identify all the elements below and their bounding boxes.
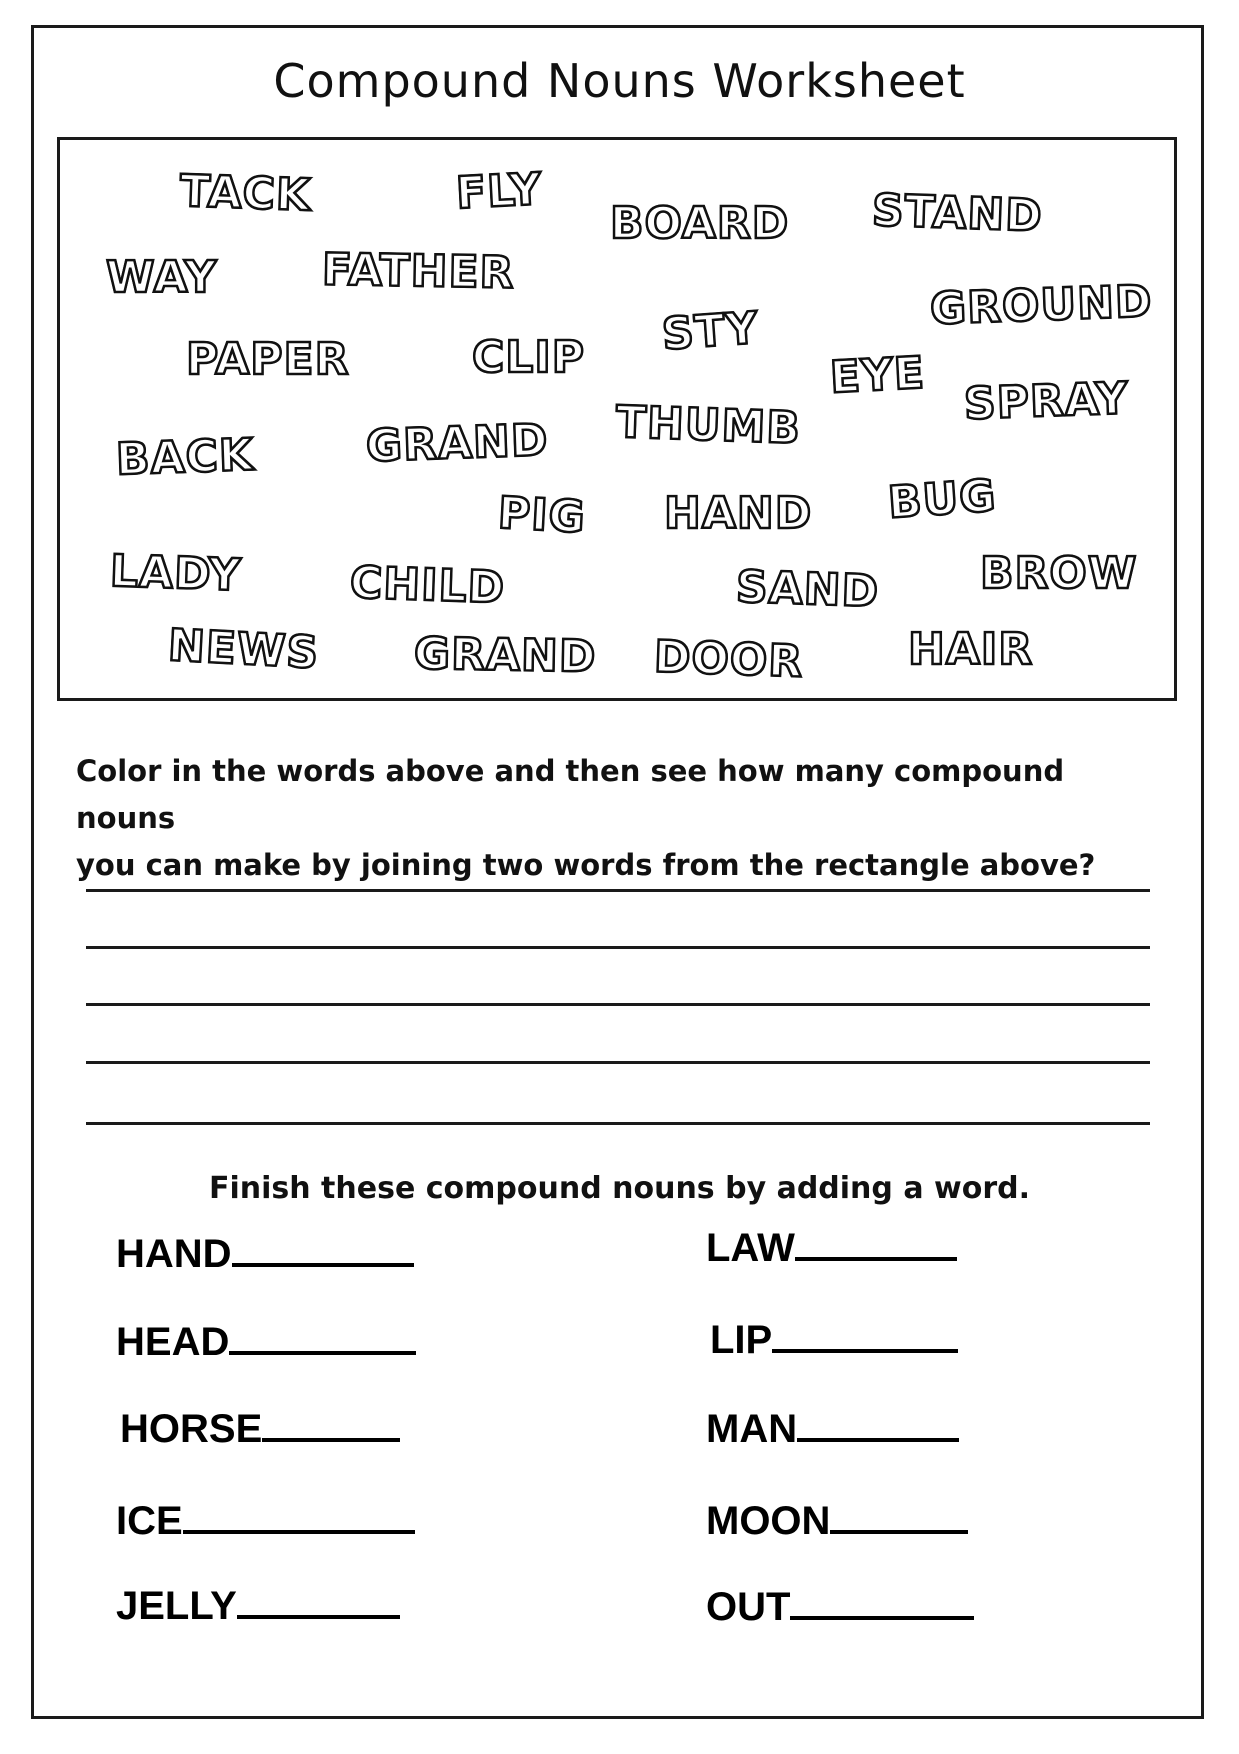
word-bank-item[interactable]: SAND: [735, 561, 880, 618]
instructions: [76, 748, 1156, 889]
compound-prompt[interactable]: [116, 1584, 400, 1629]
answer-line[interactable]: [86, 1122, 1150, 1125]
blank-line[interactable]: [229, 1321, 416, 1355]
prompt-word: JELLY: [116, 1584, 237, 1628]
word-bank-item[interactable]: GRAND: [413, 628, 597, 683]
word-bank-item[interactable]: STAND: [871, 185, 1044, 242]
answer-line[interactable]: [86, 889, 1150, 892]
compound-prompt[interactable]: [710, 1318, 958, 1363]
blank-line[interactable]: [237, 1585, 400, 1619]
finish-section-title: Finish these compound nouns by adding a word.: [208, 1171, 1031, 1206]
instructions-line: Color in the words above and then see how many compound nouns: [76, 754, 1065, 835]
word-bank-item[interactable]: FLY: [454, 163, 544, 220]
blank-line[interactable]: [797, 1408, 959, 1442]
compound-prompt[interactable]: [116, 1232, 414, 1277]
prompt-word: HEAD: [116, 1320, 230, 1364]
word-bank-item[interactable]: EYE: [828, 347, 927, 404]
compound-prompt[interactable]: [116, 1320, 416, 1365]
word-bank-item[interactable]: WAY: [106, 252, 218, 303]
word-bank-item[interactable]: HAIR: [908, 624, 1034, 675]
word-bank-item[interactable]: TACK: [179, 165, 312, 222]
word-bank-item[interactable]: GROUND: [929, 276, 1154, 335]
word-bank-item[interactable]: BROW: [980, 548, 1138, 599]
blank-line[interactable]: [795, 1227, 957, 1261]
answer-line[interactable]: [86, 1061, 1150, 1064]
word-bank-item[interactable]: CLIP: [472, 332, 585, 383]
prompt-word: LAW: [706, 1226, 795, 1270]
prompt-word: HAND: [116, 1232, 232, 1276]
compound-prompt[interactable]: [116, 1499, 415, 1544]
blank-line[interactable]: [772, 1319, 958, 1353]
word-bank-item[interactable]: HAND: [664, 488, 813, 539]
blank-line[interactable]: [232, 1233, 414, 1267]
compound-prompt[interactable]: [706, 1226, 957, 1271]
instructions-line: you can make by joining two words from the rectangle above?: [76, 848, 1096, 882]
prompt-word: ICE: [116, 1499, 183, 1543]
word-bank-item[interactable]: THUMB: [615, 396, 802, 455]
word-bank-item[interactable]: CHILD: [349, 557, 506, 614]
page-title: Compound Nouns Worksheet: [273, 54, 966, 108]
answer-line[interactable]: [86, 946, 1150, 949]
prompt-word: LIP: [710, 1318, 773, 1362]
word-bank-item[interactable]: SPRAY: [963, 373, 1130, 430]
word-bank-box: [57, 137, 1177, 701]
prompt-word: MAN: [706, 1407, 798, 1451]
answer-line[interactable]: [86, 1003, 1150, 1006]
prompt-word: MOON: [706, 1499, 831, 1543]
word-bank-item[interactable]: NEWS: [166, 620, 321, 679]
compound-prompt[interactable]: [706, 1585, 974, 1630]
prompt-word: HORSE: [120, 1407, 263, 1451]
word-bank-item[interactable]: DOOR: [653, 631, 805, 688]
compound-prompt[interactable]: [120, 1407, 400, 1452]
word-bank-item[interactable]: STY: [660, 302, 761, 361]
blank-line[interactable]: [183, 1500, 415, 1534]
prompt-word: OUT: [706, 1585, 791, 1629]
word-bank-item[interactable]: LADY: [109, 545, 243, 602]
word-bank-item[interactable]: FATHER: [321, 244, 515, 299]
compound-prompt[interactable]: [706, 1407, 959, 1452]
word-bank-item[interactable]: GRAND: [365, 414, 550, 473]
word-bank-item[interactable]: BUG: [886, 470, 999, 529]
word-bank-item[interactable]: BOARD: [610, 198, 790, 249]
blank-line[interactable]: [830, 1500, 968, 1534]
word-bank-item[interactable]: PAPER: [186, 334, 350, 385]
word-bank-item[interactable]: PIG: [496, 487, 588, 544]
compound-prompt[interactable]: [706, 1499, 968, 1544]
word-bank-item[interactable]: BACK: [115, 429, 255, 486]
blank-line[interactable]: [790, 1586, 974, 1620]
blank-line[interactable]: [262, 1408, 400, 1442]
